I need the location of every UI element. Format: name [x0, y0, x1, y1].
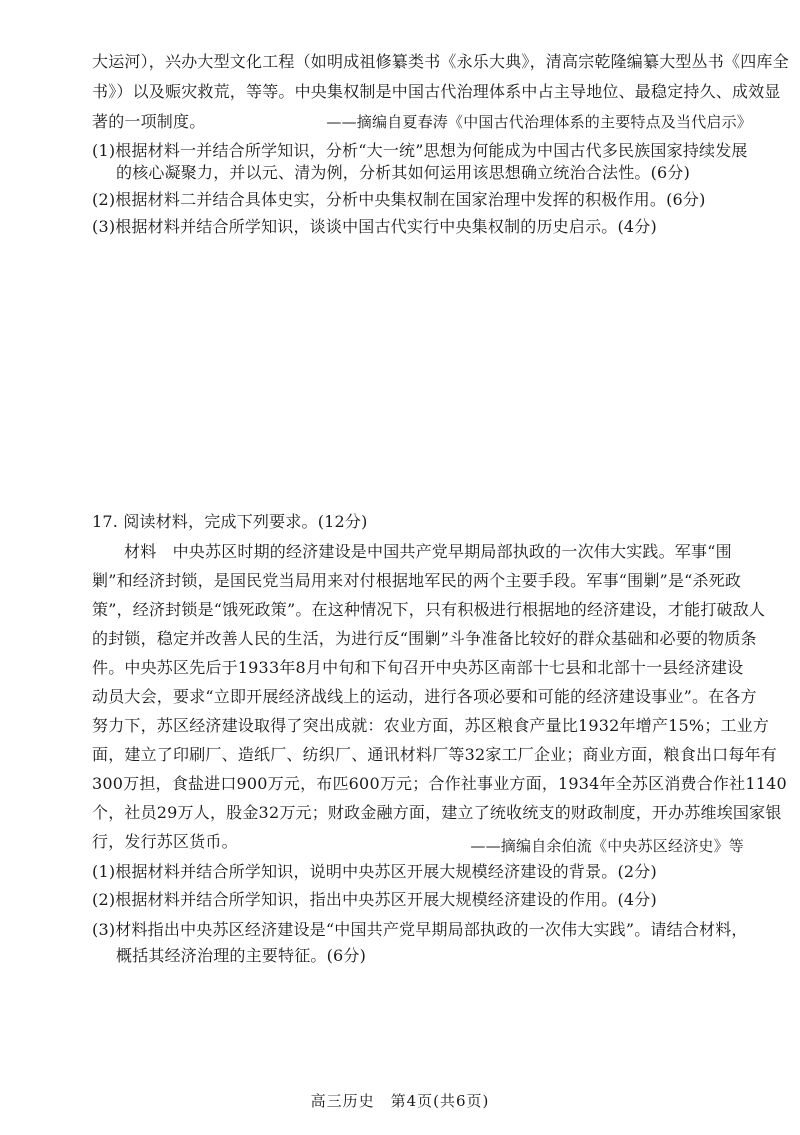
q16-material-line: 书》）以及赈灾救荒，等等。中央集权制是中国古代治理体系中占主导地位、最稳定持久、成效显 — [92, 82, 781, 101]
q17-material-line: 面，建立了印刷厂、造纸厂、纺织厂、通讯材料厂等32家工厂企业；商业方面，粮食出口每年有 — [92, 745, 777, 764]
q17-material-line: 的封锁，稳定并改善人民的生活，为进行反“围剿”斗争准备比较好的群众基础和必要的物质条 — [92, 629, 757, 648]
q17-question-3: (3)材料指出中央苏区经济建设是“中国共产党早期局部执政的一次伟大实践”。请结合材料， — [92, 920, 748, 939]
q16-question-1: (1)根据材料一并结合所学知识，分析“大一统”思想为何能成为中国古代多民族国家持续发展 — [92, 141, 748, 160]
q17-material-line: 300万担，食盐进口900万元，布匹600万元；合作社事业方面，1934年全苏区消费合作社1140 — [92, 774, 787, 793]
q17-material-line: 策”，经济封锁是“饿死政策”。在这种情况下，只有积极进行根据地的经济建设，才能打破敌人 — [92, 600, 766, 619]
q16-attribution: ——摘编自夏春涛《中国古代治理体系的主要特点及当代启示》 — [326, 113, 752, 131]
q17-material-line: 动员大会，要求“立即开展经济战线上的运动，进行各项必要和可能的经济建设事业”。在各方 — [92, 687, 757, 706]
q17-material-line: 行，发行苏区货币。 — [92, 832, 238, 851]
q17-question-1: (1)根据材料并结合所学知识，说明中央苏区开展大规模经济建设的背景。(2分) — [92, 862, 657, 881]
q16-material-line: 著的一项制度。 — [92, 112, 206, 131]
q17-material-line: 件。中央苏区先后于1933年8月中旬和下旬召开中央苏区南部十七县和北部十一县经济建设 — [92, 658, 744, 677]
q16-question-1-cont: 的核心凝聚力，并以元、清为例，分析其如何运用该思想确立统治合法性。(6分) — [116, 163, 691, 182]
q17-attribution: ——摘编自余伯流《中央苏区经济史》等 — [470, 837, 744, 855]
q17-material-line: 剿”和经济封锁，是国民党当局用来对付根据地军民的两个主要手段。军事“围剿”是“杀死政 — [92, 571, 742, 590]
q16-question-3: (3)根据材料并结合所学知识，谈谈中国古代实行中央集权制的历史启示。(4分) — [92, 217, 657, 236]
q17-material-line: 材料 中央苏区时期的经济建设是中国共产党早期局部执政的一次伟大实践。军事“围 — [124, 542, 732, 561]
q17-question-2: (2)根据材料并结合所学知识，指出中央苏区开展大规模经济建设的作用。(4分) — [92, 890, 657, 909]
q17-header: 17. 阅读材料，完成下列要求。(12分) — [92, 512, 368, 531]
q16-question-2: (2)根据材料二并结合具体史实，分析中央集权制在国家治理中发挥的积极作用。(6分) — [92, 190, 706, 209]
page-footer: 高三历史 第4页(共6页) — [310, 1092, 490, 1110]
q17-question-3-cont: 概括其经济治理的主要特征。(6分) — [116, 946, 367, 965]
q17-material-line: 努力下，苏区经济建设取得了突出成就：农业方面，苏区粮食产量比1932年增产15%；工业方 — [92, 716, 770, 735]
q17-material-line: 个，社员29万人，股金32万元；财政金融方面，建立了统收统支的财政制度，开办苏维埃国家银 — [92, 803, 782, 822]
q16-material-line: 大运河），兴办大型文化工程（如明成祖修纂类书《永乐大典》，清高宗乾隆编纂大型丛书《四库全 — [92, 52, 789, 71]
